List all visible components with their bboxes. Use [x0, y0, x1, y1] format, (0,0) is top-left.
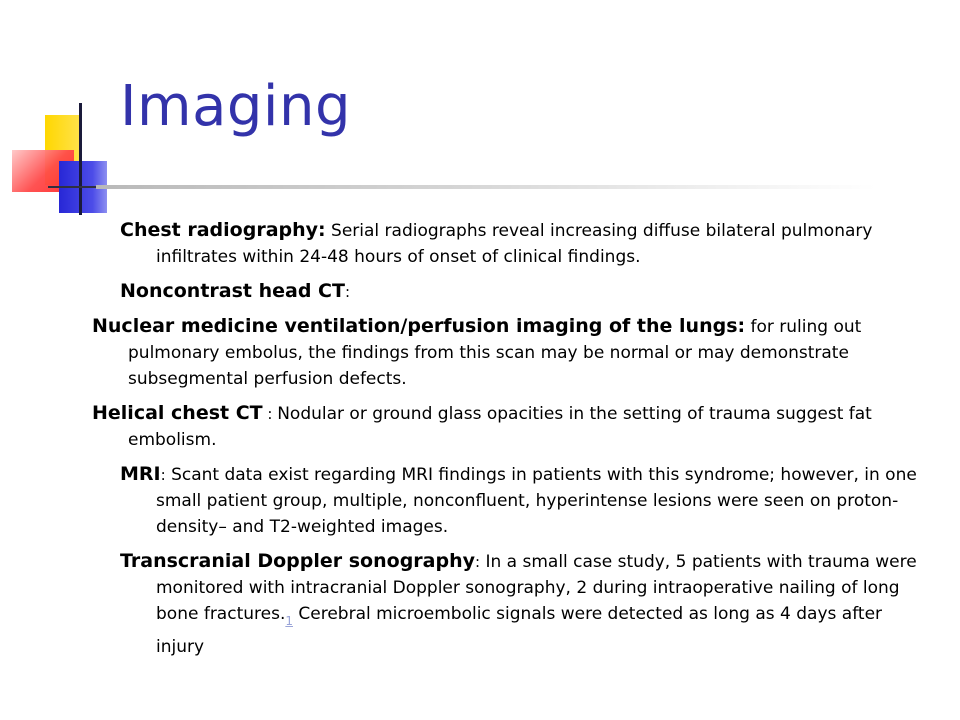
- title-underline: [96, 185, 876, 189]
- slide-title: Imaging: [120, 74, 352, 139]
- reference-link[interactable]: 1: [285, 614, 293, 628]
- item-noncontrast-head-ct: [120, 278, 930, 305]
- item-heading: Noncontrast head CT: [120, 280, 345, 302]
- item-mri: [120, 461, 930, 540]
- slide-body: [92, 217, 930, 668]
- vertical-rule: [79, 103, 82, 215]
- item-colon: :: [475, 553, 481, 571]
- item-heading: MRI: [120, 463, 161, 485]
- item-nuclear-medicine: [92, 313, 930, 392]
- item-heading: Transcranial Doppler sonography: [120, 550, 475, 572]
- item-helical-chest-ct: [92, 400, 930, 453]
- item-text: In a small case study, 5 patients with trauma were monitored with intracranial Doppler sonography, 2 during intraoperative nailing of long bone fractures.: [156, 552, 917, 624]
- item-text: Serial radiographs reveal increasing diffuse bilateral pulmonary infiltrates within 24-48 hours of onset of clinical findings.: [156, 221, 873, 267]
- item-text: Nodular or ground glass opacities in the setting of trauma suggest fat embolism.: [128, 404, 872, 450]
- item-transcranial-doppler: [120, 548, 930, 660]
- item-colon: :: [160, 466, 166, 484]
- item-heading: Nuclear medicine ventilation/perfusion imaging of the lungs:: [92, 315, 746, 337]
- item-colon: :: [344, 283, 351, 301]
- slide-logo-decoration: [0, 0, 140, 230]
- item-colon: :: [262, 405, 278, 423]
- item-text: Scant data exist regarding MRI findings in patients with this syndrome; however, in one small patient group, multiple, nonconfluent, hyperintense lesions were seen on proton-density– and T2-weighted images.: [156, 465, 917, 537]
- item-text: for ruling out pulmonary embolus, the findings from this scan may be normal or may demonstrate subsegmental perfusion defects.: [128, 317, 862, 389]
- item-chest-radiography: [120, 217, 930, 270]
- item-heading: Chest radiography:: [120, 219, 326, 241]
- item-heading: Helical chest CT: [92, 402, 263, 424]
- item-text-continued: Cerebral microembolic signals were detected as long as 4 days after injury: [156, 604, 883, 657]
